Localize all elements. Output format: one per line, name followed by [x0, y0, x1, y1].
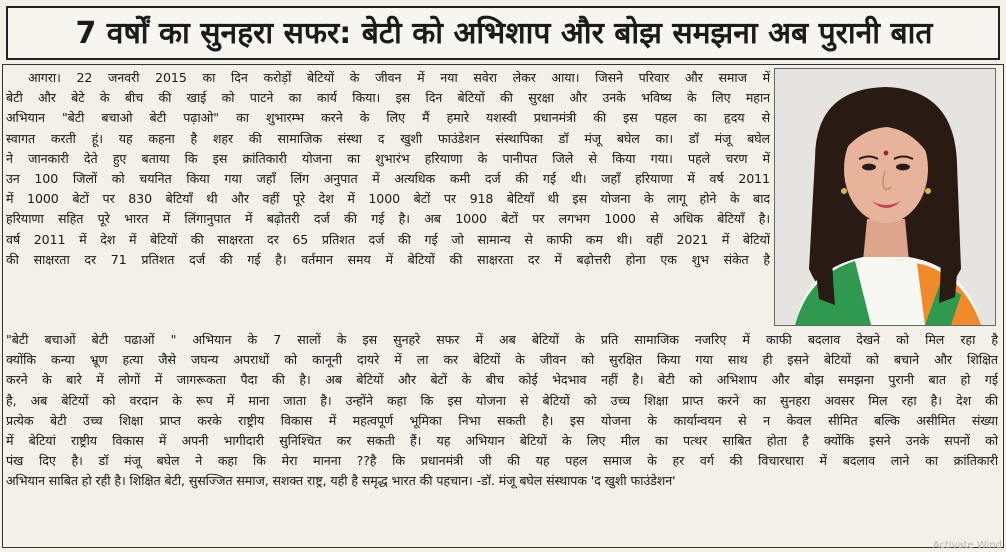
text-line: अभियान साबित हो रही है। शिक्षित बेटी, सुसज्जित समाज, सशक्त राष्ट्र, यही है समृद्ध भारत की पहचान। -डॉ. मंजू बघेल संस्थापक 'द खुशी फाउंडेशन' — [6, 473, 676, 489]
text-line: प्रत्येक बेटी उच्च शिक्षा प्राप्त करके राष्ट्रीय विकास में महत्वपूर्ण भूमिका निभा सकती है। इस योजना के कार्यान्वयन से न केवल सीमित बल्कि असीमित संख्या — [6, 412, 998, 428]
text-line: में 1000 बेटों पर 830 बेटियाँ थी और वहीं पूरे देश में 1000 बेटों पर 918 बेटियाँ थी इस योजना के लागू होने के बाद — [6, 191, 770, 207]
article-text-top — [6, 68, 770, 270]
text-line: उन 100 जिलों को चयनित किया गया जहाँ लिंग अनुपात में अत्यधिक कमी दर्ज की गई थी। जहाँ हरियाणा में वर्ष 2011 — [6, 170, 770, 186]
watermark: Activate Wind — [932, 540, 1002, 551]
text-line: वर्ष 2011 में देश में बेटियों की साक्षरता दर 65 प्रतिशत दर्ज की गई जो सामान्य से काफी कम थी। वहीं 2021 में बेटियों — [6, 231, 770, 247]
text-line: ने जानकारी देते हुए बताया कि इस क्रांतिकारी योजना का शुभारंभ हरियाणा के पानीपत जिले से किया गया। पहले चरण में — [6, 150, 770, 166]
text-line: स्वागत करती हूं। यह कहना है शहर की सामाजिक संस्था द खुशी फाउंडेशन संस्थापिका डॉ मंजू बघेल का। डॉ मंजू बघेल — [6, 130, 770, 146]
headline-box — [6, 6, 1000, 60]
text-line: क्योंकि कन्या भ्रूण हत्या जैसे जघन्य अपराधों को कानूनी दायरे में ला कर बेटियों के जीवन को सुरक्षित किया गया साथ ही इसने बेटियों को बचाने और शिक्षित — [6, 352, 998, 368]
text-line: "बेटी बचाओं बेटी पढाओं " अभियान के 7 सालों के इस सुनहरे सफर में अब बेटियों के प्रति सामाजिक नजरिए में काफी बदलाव देखने को मिल रहा है — [6, 332, 998, 347]
text-line: बेटी और बेटे के बीच की खाई को पाटने का कार्य किया। इस दिन बेटियों की सुरक्षा और उनके भविष्य के लिए महान — [6, 90, 770, 106]
portrait-photo — [774, 68, 996, 326]
text-line: पंख दिए है। डॉ मंजू बघेल ने कहा कि मेरा मानना ??है कि प्रधानमंत्री जी की यह पहल समाज के हर वर्ग की विचारधारा में बदलाव लाने का क्रांतिकारी — [6, 453, 998, 469]
article-text-bottom — [6, 330, 998, 492]
portrait-photo-icon — [775, 69, 995, 325]
text-line: है, अब बेटियों को वरदान के रूप में माना जाता है। उन्होंने कहा कि इस योजना से बेटियों को उच्च शिक्षा प्राप्त करने का सुनहरा अवसर मिल रहा है। देश की — [6, 392, 998, 408]
text-line: करने के बारे में लोगों में जागरूकता पैदा की है। अब बेटियों और बेटों के बीच कोई भेदभाव नहीं है। बेटी को अभिशाप और बोझ समझना पुरानी बात हो गई — [6, 372, 998, 388]
headline: 7 वर्षों का सुनहरा सफर: बेटी को अभिशाप और बोझ समझना अब पुरानी बात — [75, 16, 933, 51]
text-line: अभियान "बेटी बचाओ बेटी पढ़ाओ" का शुभारम्भ करने के लिए मैं हमारे यशस्वी प्रधानमंत्री की इस पहल का हृदय से — [6, 110, 770, 126]
text-line: में बेटियां राष्ट्रीय विकास में अपनी भागीदारी सुनिश्चित कर सकती हैं। यह अभियान बेटियों के लिए मील का पत्थर साबित होता है क्योंकि इसने उनके सपनों को — [6, 432, 998, 448]
text-line: आगरा। 22 जनवरी 2015 का दिन करोड़ों बेटियों के जीवन में नया सवेरा लेकर आया। जिसने परिवार और समाज में — [28, 70, 770, 85]
text-line: हरियाणा सहित पूरे भारत में लिंगानुपात में बढ़ोतरी दर्ज की गई है। अब 1000 बेटों पर लगभग 1000 से अधिक बेटियाँ है। — [6, 211, 770, 227]
text-line: की साक्षरता दर 71 प्रतिशत दर्ज की गई है। वर्तमान समय में बेटियों की साक्षरता दर में बढ़ोत्तरी होना एक शुभ संकेत है — [6, 251, 770, 267]
